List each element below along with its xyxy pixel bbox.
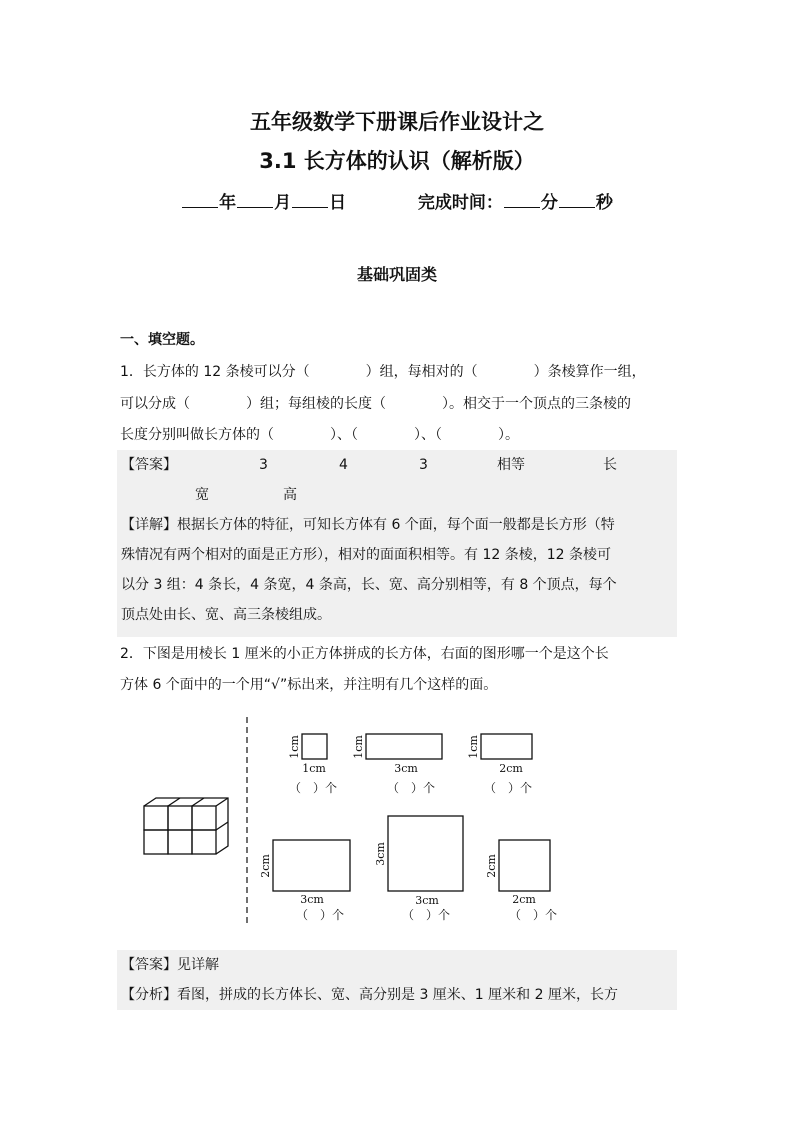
month-blank[interactable] xyxy=(237,193,273,208)
page-title: 五年级数学下册课后作业设计之 xyxy=(250,110,544,134)
face-shape-2 xyxy=(366,734,442,759)
section-title: 基础巩固类 xyxy=(356,265,437,284)
fig3-height: 1cm xyxy=(467,735,480,759)
detail-line1: 【详解】根据长方体的特征，可知长方体有 6 个面，每个面一般都是长方形（特 xyxy=(121,517,615,533)
q2-line2: 方体 6 个面中的一个用“√”标出来，并注明有几个这样的面。 xyxy=(120,677,498,693)
answer-3: 3 xyxy=(419,457,428,473)
answer-label: 【答案】 xyxy=(121,457,177,473)
answer-7: 高 xyxy=(283,487,297,503)
answer-6: 宽 xyxy=(195,487,209,503)
detail-line4: 顶点处由长、宽、高三条棱组成。 xyxy=(121,607,331,623)
face-shape-6 xyxy=(499,840,550,891)
face-shape-3 xyxy=(481,734,532,759)
face-shape-1 xyxy=(302,734,327,759)
q1-answer-block xyxy=(117,450,677,637)
q1-line3: 长度分别叫做长方体的（ ）、（ ）、（ ）。 xyxy=(120,427,519,443)
fig3-width: 2cm xyxy=(499,762,523,775)
answer-1: 3 xyxy=(259,457,268,473)
face-shape-4 xyxy=(273,840,350,891)
page-subtitle: 3.1 长方体的认识（解析版） xyxy=(259,149,535,173)
q1-line1: 1．长方体的 12 条棱可以分（ ）组，每相对的（ ）条棱算作一组， xyxy=(120,364,646,380)
fig4-width: 3cm xyxy=(300,893,324,906)
date-line: 年 月 日 完成时间： 分 秒 xyxy=(0,188,794,213)
q1-line2: 可以分成（ ）组；每组棱的长度（ ）。相交于一个顶点的三条棱的 xyxy=(120,396,631,412)
fig2-height: 1cm xyxy=(352,735,365,759)
fig2-width: 3cm xyxy=(394,762,418,775)
fig1-height: 1cm xyxy=(288,735,301,759)
second-blank[interactable] xyxy=(559,193,595,208)
fig3-count: （ ）个 xyxy=(483,781,533,795)
cuboid-figure xyxy=(144,798,228,854)
fig2-count: （ ）个 xyxy=(386,781,436,795)
fig5-width: 3cm xyxy=(415,894,439,907)
detail-line2: 殊情况有两个相对的面是正方形），相对的面面积相等。有 12 条棱，12 条棱可 xyxy=(121,547,611,563)
day-blank[interactable] xyxy=(292,193,328,208)
year-blank[interactable] xyxy=(182,193,218,208)
fig6-count: （ ）个 xyxy=(508,908,558,922)
answer-4: 相等 xyxy=(497,457,525,473)
minute-blank[interactable] xyxy=(504,193,540,208)
answer-5: 长 xyxy=(603,457,617,473)
fig6-width: 2cm xyxy=(512,893,536,906)
fig1-count: （ ）个 xyxy=(288,781,338,795)
fig4-count: （ ）个 xyxy=(295,908,345,922)
part-heading: 一、填空题。 xyxy=(120,332,204,348)
q2-line1: 2．下图是用棱长 1 厘米的小正方体拼成的长方体，右面的图形哪一个是这个长 xyxy=(120,646,609,662)
fig4-height: 2cm xyxy=(259,854,272,878)
fig5-height: 3cm xyxy=(374,842,387,866)
q2-answer-block xyxy=(117,950,677,1010)
detail-line3: 以分 3 组：4 条长，4 条宽，4 条高，长、宽、高分别相等，有 8 个顶点，每个 xyxy=(121,577,617,593)
fig6-height: 2cm xyxy=(485,854,498,878)
face-shape-5 xyxy=(388,816,463,891)
q2-analysis: 【分析】看图，拼成的长方体长、宽、高分别是 3 厘米、1 厘米和 2 厘米，长方 xyxy=(121,987,618,1003)
q2-figure xyxy=(130,712,580,932)
fig1-width: 1cm xyxy=(302,762,326,775)
q2-answer: 【答案】见详解 xyxy=(121,957,219,973)
fig5-count: （ ）个 xyxy=(401,908,451,922)
answer-2: 4 xyxy=(339,457,348,473)
